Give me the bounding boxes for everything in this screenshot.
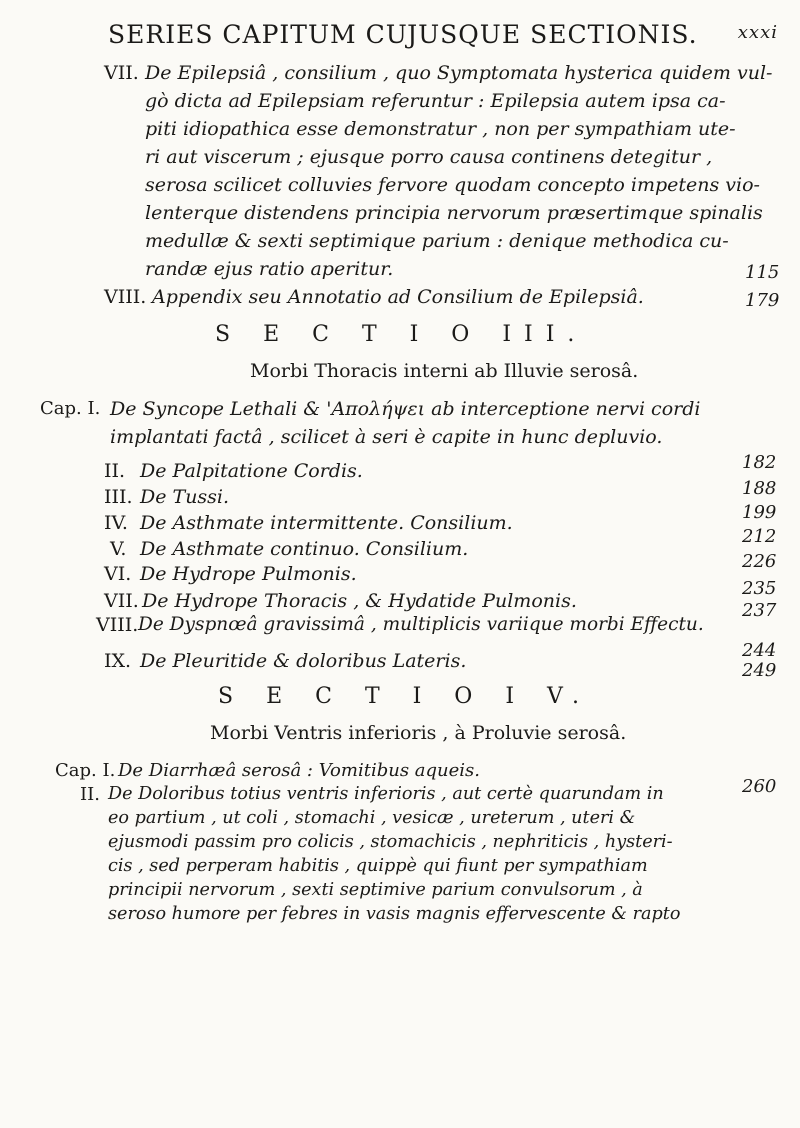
entry-label: IX. — [104, 650, 132, 672]
entry-text: De Hydrope Thoracis , & Hydatide Pulmonis. — [142, 590, 577, 612]
entry-line: ri aut viscerum ; ejusque porro causa continens detegitur , — [145, 146, 713, 168]
entry-label: VII. — [104, 62, 139, 84]
entry-text: De Pleuritide & doloribus Lateris. — [140, 650, 467, 672]
entry-label: IV. — [104, 512, 128, 534]
page-header — [108, 20, 778, 50]
entry-line: De Syncope Lethali & 'Απολήψει ab interceptione nervi cordi — [110, 398, 701, 420]
entry-line: piti idiopathica esse demonstratur , non per sympathiam ute- — [145, 118, 736, 140]
entry-label: III. — [104, 486, 133, 508]
entry-label: VIII. — [104, 286, 147, 308]
chapter-label: Cap. I. — [55, 760, 116, 781]
page-ref: 199 — [742, 502, 777, 523]
page-ref: 249 — [742, 660, 777, 681]
page-ref: 226 — [742, 551, 777, 572]
running-title: SERIES CAPITUM CUJUSQUE SECTIONIS. — [108, 20, 698, 49]
entry-line: randæ ejus ratio aperitur. — [145, 258, 394, 280]
entry-line: implantati factâ , scilicet à seri è capite in hunc depluvio. — [110, 426, 663, 448]
entry-text: De Diarrhæâ serosâ : Vomitibus aqueis. — [118, 760, 480, 781]
page-ref: 235 — [742, 578, 777, 599]
entry-line: ejusmodi passim pro colicis , stomachicis , nephriticis , hysteri- — [108, 832, 673, 852]
entry-line: lenterque distendens principia nervorum præsertimque spinalis — [145, 202, 763, 224]
entry-label: II. — [104, 460, 126, 482]
entry-line: principii nervorum , sexti septimive parium convulsorum , à — [108, 880, 643, 900]
entry-line: gò dicta ad Epilepsiam referuntur : Epilepsia autem ipsa ca- — [145, 90, 726, 112]
entry-label: VI. — [104, 563, 132, 585]
page-ref: 244 — [742, 640, 777, 661]
entry-text: De Asthmate continuo. Consilium. — [140, 538, 469, 560]
page-ref: 260 — [742, 776, 777, 797]
page-ref: 115 — [745, 262, 780, 283]
entry-line: cis , sed perperam habitis , quippè qui fiunt per sympathiam — [108, 856, 648, 876]
entry-text: De Palpitatione Cordis. — [140, 460, 363, 482]
entry-line: De Epilepsiâ , consilium , quo Symptomata hysterica quidem vul- — [145, 62, 773, 84]
page-ref: 188 — [742, 478, 777, 499]
page-ref: 212 — [742, 526, 777, 547]
folio-number: xxxi — [737, 22, 778, 43]
page-ref: 179 — [745, 290, 780, 311]
entry-label: VIII. — [96, 614, 139, 636]
section-subtitle: Morbi Ventris inferioris , à Proluvie serosâ. — [210, 722, 627, 744]
entry-label: VII. — [104, 590, 139, 612]
entry-label: II. — [80, 784, 100, 805]
section-heading: S E C T I O III. — [215, 322, 588, 347]
entry-text: De Tussi. — [140, 486, 230, 508]
entry-label: V. — [110, 538, 127, 560]
entry-line: eo partium , ut coli , stomachi , vesicæ , ureterum , uteri & — [108, 808, 636, 828]
section-heading: S E C T I O I V. — [218, 684, 593, 709]
entry-text: De Asthmate intermittente. Consilium. — [140, 512, 513, 534]
entry-line: medullæ & sexti septimique parium : denique methodica cu- — [145, 230, 729, 252]
entry-text: De Hydrope Pulmonis. — [140, 563, 357, 585]
entry-line: Appendix seu Annotatio ad Consilium de Epilepsiâ. — [152, 286, 644, 308]
entry-text: De Dyspnœâ gravissimâ , multiplicis variique morbi Effectu. — [138, 614, 704, 635]
page-ref: 182 — [742, 452, 777, 473]
page-ref: 237 — [742, 600, 777, 621]
chapter-label: Cap. I. — [40, 398, 101, 419]
section-subtitle: Morbi Thoracis interni ab Illuvie serosâ. — [250, 360, 639, 382]
entry-line: seroso humore per febres in vasis magnis effervescente & rapto — [108, 904, 681, 924]
entry-line: De Doloribus totius ventris inferioris , aut certè quarundam in — [108, 784, 664, 804]
entry-line: serosa scilicet colluvies fervore quodam concepto impetens vio- — [145, 174, 760, 196]
